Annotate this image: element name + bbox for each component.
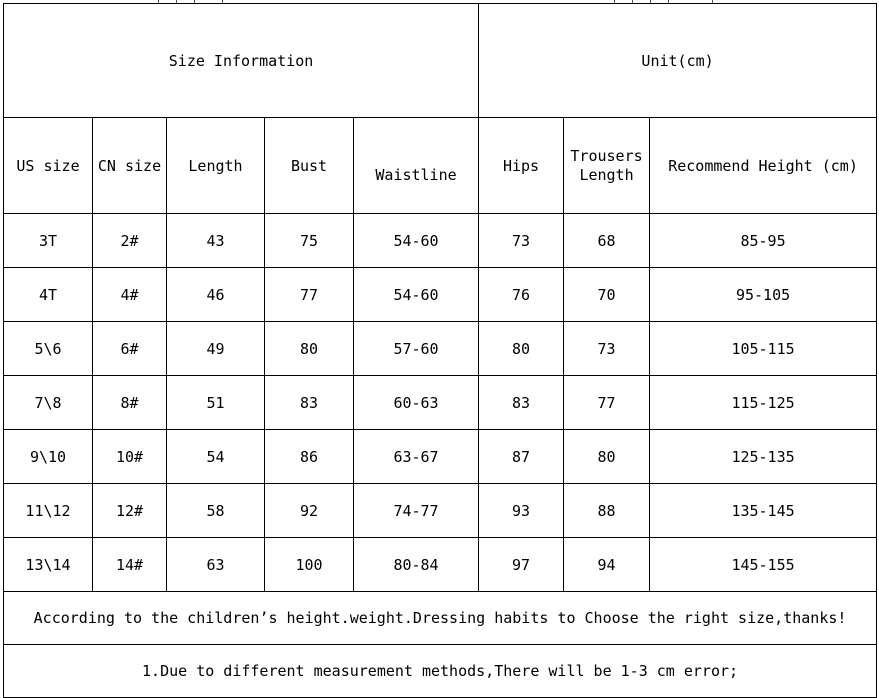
error-note: 1.Due to different measurement methods,There will be 1-3 cm error; (4, 645, 877, 698)
cn-size-cell: 4# (93, 268, 167, 322)
column-header-row (4, 118, 877, 214)
waistline-cell: 57-60 (354, 322, 479, 376)
bust-cell: 80 (265, 322, 354, 376)
length-cell: 43 (167, 214, 265, 268)
col-bust: Bust (265, 118, 354, 214)
waistline-cell: 54-60 (354, 214, 479, 268)
col-trousers-line2: Length (579, 165, 634, 184)
recommend-height-cell: 95-105 (650, 268, 877, 322)
trousers-length-cell: 94 (564, 538, 650, 592)
waistline-cell: 63-67 (354, 430, 479, 484)
hips-cell: 80 (479, 322, 564, 376)
bust-cell: 83 (265, 376, 354, 430)
trousers-length-cell: 68 (564, 214, 650, 268)
recommend-height-cell: 85-95 (650, 214, 877, 268)
col-length: Length (167, 118, 265, 214)
bust-cell: 92 (265, 484, 354, 538)
size-table (3, 3, 877, 698)
us-size-cell: 3T (4, 214, 93, 268)
cn-size-cell: 12# (93, 484, 167, 538)
advice-row (4, 592, 877, 645)
hips-cell: 76 (479, 268, 564, 322)
hips-cell: 87 (479, 430, 564, 484)
table-row (4, 376, 877, 430)
hips-cell: 73 (479, 214, 564, 268)
unit-label: Unit(cm) (479, 4, 877, 118)
waistline-cell: 54-60 (354, 268, 479, 322)
table-row (4, 538, 877, 592)
col-trousers-line1: Trousers (570, 146, 643, 165)
hips-cell: 83 (479, 376, 564, 430)
recommend-height-cell: 135-145 (650, 484, 877, 538)
recommend-height-cell: 105-115 (650, 322, 877, 376)
waistline-cell: 80-84 (354, 538, 479, 592)
table-row (4, 322, 877, 376)
trousers-length-cell: 88 (564, 484, 650, 538)
size-information-title: Size Information (4, 4, 479, 118)
length-cell: 54 (167, 430, 265, 484)
cn-size-cell: 2# (93, 214, 167, 268)
cn-size-cell: 8# (93, 376, 167, 430)
length-cell: 58 (167, 484, 265, 538)
bust-cell: 100 (265, 538, 354, 592)
hips-cell: 93 (479, 484, 564, 538)
col-recommend-height: Recommend Height (cm) (650, 118, 877, 214)
table-row (4, 268, 877, 322)
hips-cell: 97 (479, 538, 564, 592)
recommend-height-cell: 125-135 (650, 430, 877, 484)
error-row (4, 645, 877, 698)
table-row (4, 430, 877, 484)
us-size-cell: 5\6 (4, 322, 93, 376)
cn-size-cell: 14# (93, 538, 167, 592)
cn-size-cell: 10# (93, 430, 167, 484)
col-us-size: US size (4, 118, 93, 214)
length-cell: 46 (167, 268, 265, 322)
waistline-cell: 74-77 (354, 484, 479, 538)
length-cell: 51 (167, 376, 265, 430)
trousers-length-cell: 80 (564, 430, 650, 484)
us-size-cell: 13\14 (4, 538, 93, 592)
cn-size-cell: 6# (93, 322, 167, 376)
us-size-cell: 4T (4, 268, 93, 322)
us-size-cell: 11\12 (4, 484, 93, 538)
col-hips: Hips (479, 118, 564, 214)
col-cn-size: CN size (93, 118, 167, 214)
col-waistline: Waistline (354, 118, 479, 214)
col-trousers-length (564, 118, 650, 214)
length-cell: 49 (167, 322, 265, 376)
bust-cell: 75 (265, 214, 354, 268)
recommend-height-cell: 145-155 (650, 538, 877, 592)
length-cell: 63 (167, 538, 265, 592)
us-size-cell: 7\8 (4, 376, 93, 430)
bust-cell: 77 (265, 268, 354, 322)
table-row (4, 214, 877, 268)
size-chart (3, 3, 876, 680)
size-rows (4, 214, 877, 592)
advice-note: According to the children’s height.weight.Dressing habits to Choose the right size,thanks! (4, 592, 877, 645)
table-row (4, 484, 877, 538)
waistline-cell: 60-63 (354, 376, 479, 430)
bust-cell: 86 (265, 430, 354, 484)
trousers-length-cell: 77 (564, 376, 650, 430)
recommend-height-cell: 115-125 (650, 376, 877, 430)
trousers-length-cell: 73 (564, 322, 650, 376)
title-row (4, 4, 877, 118)
us-size-cell: 9\10 (4, 430, 93, 484)
trousers-length-cell: 70 (564, 268, 650, 322)
